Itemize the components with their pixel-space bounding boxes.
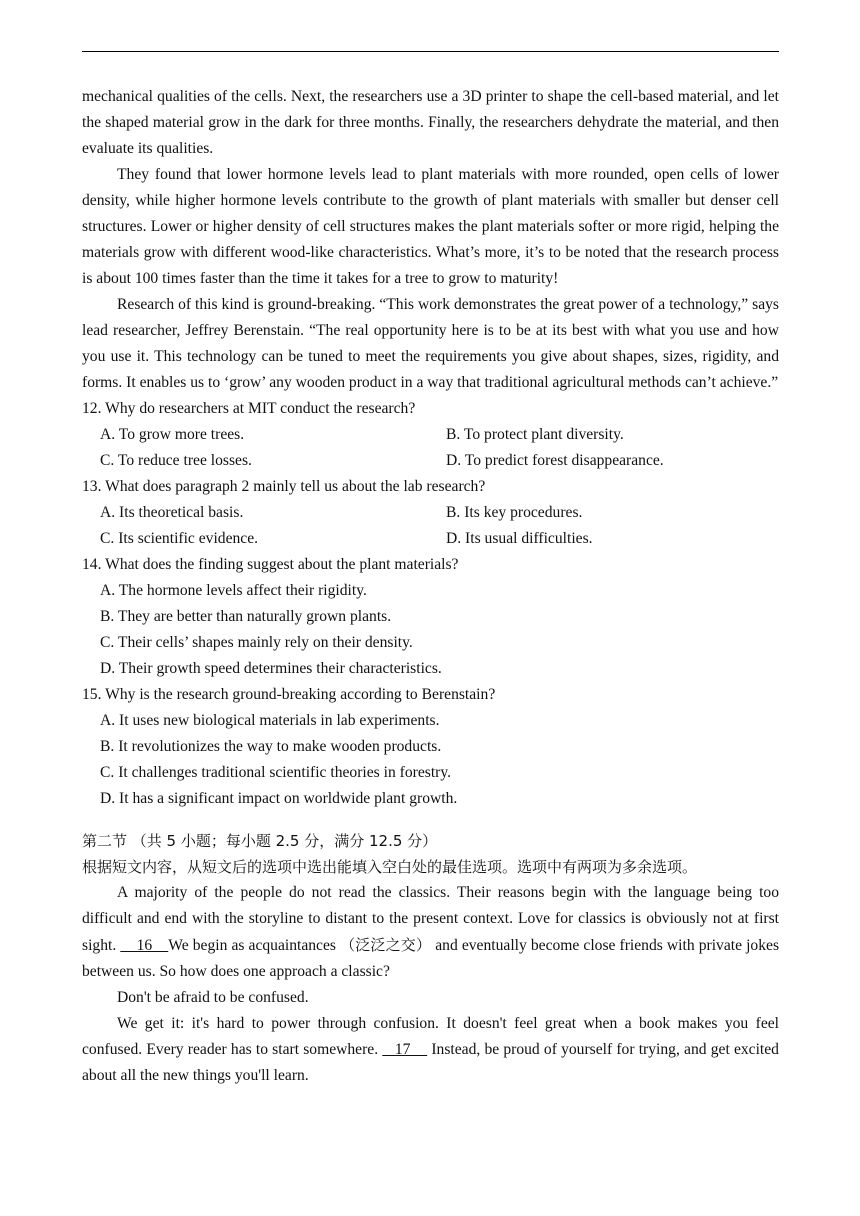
option-a[interactable]: A. Its theoretical basis.: [100, 504, 244, 521]
question-14: [82, 552, 779, 682]
section-heading: 第二节 （共 5 小题；每小题 2.5 分，满分 12.5 分）: [82, 832, 438, 850]
question-stem: 13. What does paragraph 2 mainly tell us about the lab research?: [82, 478, 486, 495]
question-13: [82, 474, 779, 552]
chinese-gloss: （泛泛之交）: [340, 936, 432, 954]
passage-paragraph: Research of this kind is ground-breaking. “This work demonstrates the great power of a technology,” says lead researcher, Jeffrey Berenstain. “The real opportunity here is to be at its best with what you use and how you use it. This technology can be tuned to meet the requirements you give about shapes, sizes, rigidity, and forms. It enables us to ‘grow’ any wooden product in a way that traditional agricultural methods can’t achieve.”: [82, 296, 779, 391]
passage-paragraph: [82, 880, 779, 985]
paragraph-text: Instead, be proud of yourself for trying, and get excited about all the new things you'll learn.: [82, 1041, 779, 1084]
question-stem: 14. What does the finding suggest about the plant materials?: [82, 556, 459, 573]
option-d[interactable]: D. Its usual difficulties.: [446, 530, 593, 547]
passage-paragraph: mechanical qualities of the cells. Next, the researchers use a 3D printer to shape the cell-based material, and let the shaped material grow in the dark for three months. Finally, the researchers dehydrate the material, and then evaluate its qualities.: [82, 88, 779, 157]
paragraph-text: and eventually become close friends with private jokes between us. So how does one approach a classic?: [82, 937, 780, 980]
option-d[interactable]: D. To predict forest disappearance.: [446, 452, 664, 469]
blank-17[interactable]: 17: [382, 1041, 428, 1058]
section-spacer: [82, 812, 779, 828]
passage-paragraph: [82, 1011, 779, 1089]
option-b[interactable]: B. Its key procedures.: [446, 504, 583, 521]
passage-paragraph: Don't be afraid to be confused.: [117, 989, 309, 1006]
blank-16[interactable]: 16: [120, 937, 169, 954]
option-a[interactable]: A. It uses new biological materials in lab experiments.: [100, 712, 440, 729]
option-d[interactable]: D. Their growth speed determines their characteristics.: [100, 660, 442, 677]
option-row: [82, 500, 779, 526]
paragraph-text: We begin as acquaintances: [168, 937, 341, 954]
option-b[interactable]: B. To protect plant diversity.: [446, 426, 624, 443]
option-row: [82, 448, 779, 474]
question-stem: 15. Why is the research ground-breaking according to Berenstain?: [82, 686, 496, 703]
option-a[interactable]: A. The hormone levels affect their rigidity.: [100, 582, 367, 599]
option-c[interactable]: C. Their cells’ shapes mainly rely on their density.: [100, 634, 413, 651]
question-12: [82, 396, 779, 474]
option-c[interactable]: C. It challenges traditional scientific theories in forestry.: [100, 764, 452, 781]
paragraph-text: A majority of the people do not read the classics. Their reasons begin with the language being too difficult and end with the storyline to distant to the present context. Love for classics is obviously not at first sight.: [82, 884, 779, 954]
option-c[interactable]: C. Its scientific evidence.: [100, 530, 259, 547]
option-d[interactable]: D. It has a significant impact on worldwide plant growth.: [100, 790, 458, 807]
paragraph-text: We get it: it's hard to power through confusion. It doesn't feel great when a book makes you feel confused. Every reader has to start somewhere.: [82, 1015, 779, 1058]
header-rule: [82, 51, 779, 52]
question-stem: 12. Why do researchers at MIT conduct the research?: [82, 400, 416, 417]
passage-paragraph: They found that lower hormone levels lead to plant materials with more rounded, open cells of lower density, while higher hormone levels contribute to the growth of plant materials with smaller but denser cell structures. Lower or higher density of cell structures makes the plant materials softer or more rigid, helping the materials grow with different wood-like characteristics. What’s more, it’s to be noted that the research process is about 100 times faster than the time it takes for a tree to grow to maturity!: [82, 166, 779, 287]
option-b[interactable]: B. They are better than naturally grown plants.: [100, 608, 392, 625]
section-instruction: 根据短文内容，从短文后的选项中选出能填入空白处的最佳选项。选项中有两项为多余选项。: [82, 858, 698, 876]
question-15: [82, 682, 779, 812]
option-row: [82, 422, 779, 448]
option-c[interactable]: C. To reduce tree losses.: [100, 452, 252, 469]
option-a[interactable]: A. To grow more trees.: [100, 426, 245, 443]
document-body: [82, 84, 779, 1089]
option-row: [82, 526, 779, 552]
option-b[interactable]: B. It revolutionizes the way to make wooden products.: [100, 738, 442, 755]
